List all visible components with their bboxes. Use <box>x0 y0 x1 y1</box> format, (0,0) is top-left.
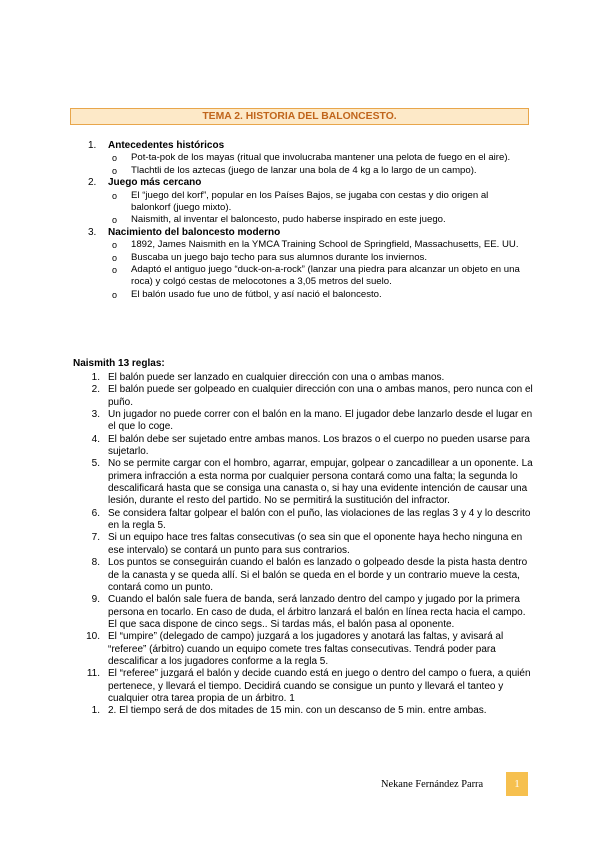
bullet-icon: o <box>112 265 118 276</box>
section-heading: Nacimiento del baloncesto moderno <box>108 226 281 238</box>
bullet-icon: o <box>112 153 118 164</box>
list-item: 6. Se considera faltar golpear el balón con el puño, las violaciones de las reglas 3 y 4 y lo descrito en la regla 5. <box>91 507 531 532</box>
list-item: 1. El balón puede ser lanzado en cualquier dirección con una o ambas manos. <box>91 372 445 383</box>
section-2 <box>85 177 525 227</box>
bullet-icon: o <box>112 240 118 251</box>
list-item: o Naismith, al inventar el baloncesto, pudo haberse inspirado en este juego. <box>112 214 446 226</box>
list-item: 8. Los puntos se conseguirán cuando el balón es lanzado o golpeado desde la pista hasta dentro de la canasta y se queda allí. Si el balón se queda en el borde y un contrario mueve la cesta, contará como un punto. <box>91 557 528 593</box>
list-item: o Buscaba un juego bajo techo para sus alumnos durante los inviernos. <box>112 251 427 263</box>
list-item: 2. El balón puede ser golpeado en cualquier dirección con una o ambas manos, pero nunca con el puño. <box>91 384 533 408</box>
bullet-icon: o <box>112 190 118 201</box>
bullet-list <box>108 239 525 301</box>
section-number: 2. <box>88 177 97 189</box>
rules-heading: Naismith 13 reglas: <box>73 358 165 369</box>
list-item: 7. Si un equipo hace tres faltas consecutivas (o sea sin que el oponente haya hecho ninguna en ese intervalo) se contará un punto para sus contrarios. <box>91 532 523 556</box>
section-number: 1. <box>88 140 97 151</box>
rules-list <box>73 372 533 718</box>
bullet-icon: o <box>112 289 118 300</box>
section-3 <box>85 227 525 301</box>
section-heading: Juego más cercano <box>108 177 202 189</box>
list-item: o El balón usado fue uno de fútbol, y así nació el baloncesto. <box>112 288 382 300</box>
bullet-icon: o <box>112 215 118 226</box>
section-heading: Antecedentes históricos <box>108 140 225 151</box>
footer-author: Nekane Fernández Parra <box>381 779 484 790</box>
list-item: 1. 2. El tiempo será de dos mitades de 15 min. con un descanso de 5 min. entre ambas. <box>91 705 487 717</box>
list-item: o Pot-ta-pok de los mayas (ritual que involucraba mantener una pelota de fuego en el aire). <box>112 152 511 164</box>
list-item: 4. El balón debe ser sujetado entre ambas manos. Los brazos o el cuerpo no pueden usarse para sujetarlo. <box>91 433 530 458</box>
list-item: o 1892, James Naismith en la YMCA Training School de Springfield, Massachusetts, EE. UU. <box>112 239 519 251</box>
history-sections <box>85 140 525 301</box>
list-item: 11. El “referee” juzgará el balón y decide cuando está en juego o dentro del campo o fuera, a quién pertenece, y llevará el tiempo. Decidirá cuando se consigue un punto y llevará el tanteo y cualquier otra tarea propia de un árbitro. 1 <box>86 668 531 704</box>
list-item: 10. El “umpire” (delegado de campo) juzgará a los jugadores y anotará las faltas, y avisará al “referee” (árbitro) cuando un equipo comete tres faltas consecutivas. Tendrá poder para descalificar a los jugadores conforme a la regla 5. <box>86 631 504 667</box>
page-number-badge: 1 <box>506 772 528 796</box>
bullet-icon: o <box>112 252 118 263</box>
bullet-list <box>108 190 525 227</box>
list-item: o Adaptó el antiguo juego “duck-on-a-rock” (lanzar una piedra para alcanzar un objeto en una roca) y colgó cestas de melocotones a 3,05 metros del suelo. <box>112 264 520 288</box>
list-item: 5. No se permite cargar con el hombro, agarrar, empujar, golpear o zancadillear a un oponente. La primera infracción a esta norma por cualquier persona contará como una falta; la segunda lo descalificará hasta que se consiga una canasta o, si hay una evidente intención de causar una lesión, durante el resto del partido. No se permitirá la sustitución del infractor. <box>91 458 533 507</box>
bullet-icon: o <box>112 165 118 176</box>
list-item: 9. Cuando el balón sale fuera de banda, será lanzado dentro del campo y jugado por la primera persona en tocarlo. En caso de duda, el árbitro lanzará el balón en línea recta hacia el campo. El que saca dispone de cinco segs.. Si tardas más, el balón pasa al oponente. <box>91 594 526 630</box>
section-1 <box>85 140 525 177</box>
list-item: 3. Un jugador no puede correr con el balón en la mano. El jugador debe lanzarlo desde el lugar en el que lo coge. <box>91 409 533 433</box>
list-item: o El “juego del korf”, popular en los Países Bajos, se jugaba con cestas y dio origen al balonkorf (juego mixto). <box>112 189 489 214</box>
bullet-list <box>108 152 525 177</box>
list-item: o Tlachtli de los aztecas (juego de lanzar una bola de 4 kg a lo largo de un campo). <box>112 164 477 176</box>
section-number: 3. <box>88 226 97 238</box>
page-title: TEMA 2. HISTORIA DEL BALONCESTO. <box>70 108 529 125</box>
